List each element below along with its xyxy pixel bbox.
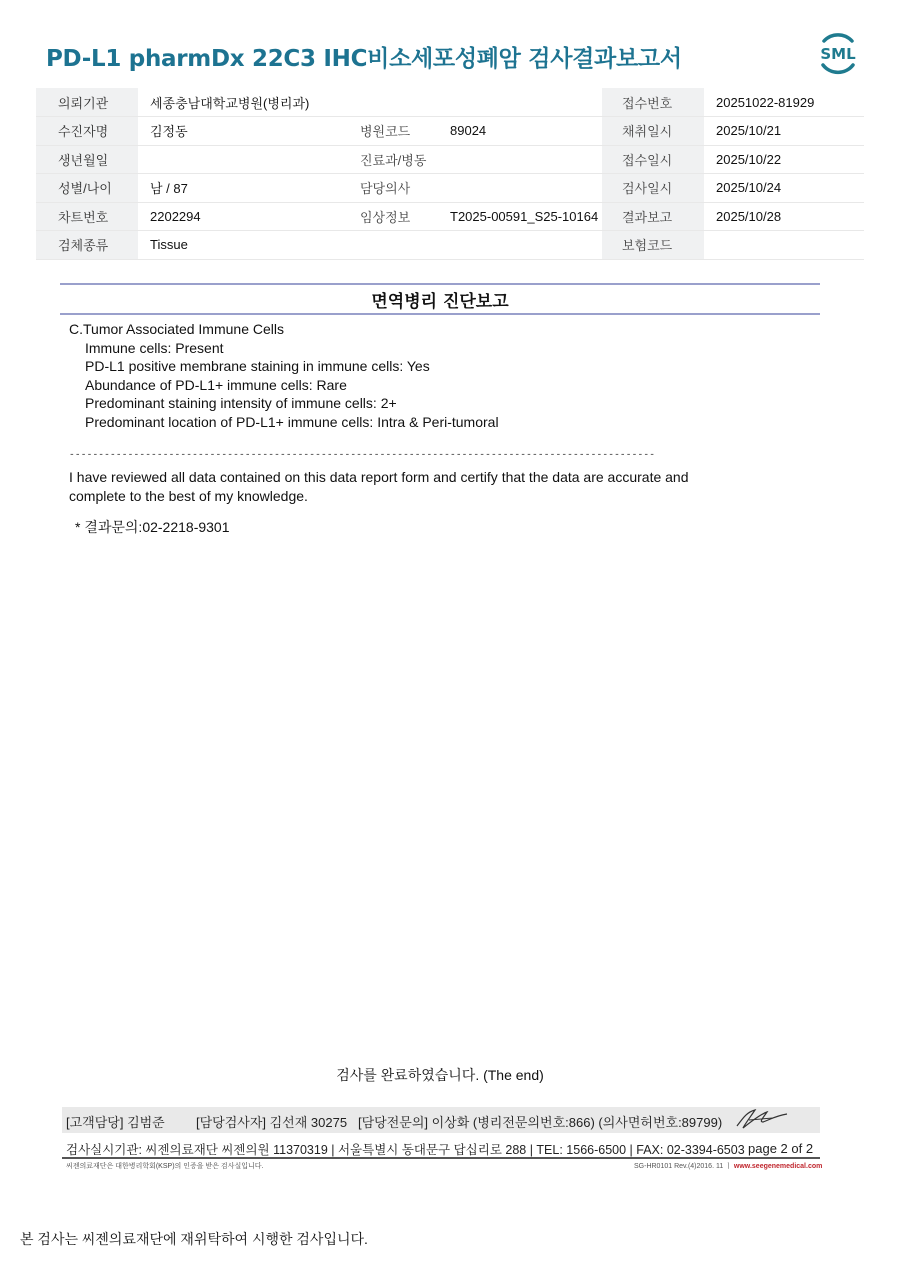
field-label: 검사일시 <box>602 174 704 203</box>
field-value: 2025/10/22 <box>704 145 864 174</box>
field-label: 채취일시 <box>602 117 704 146</box>
field-label: 의뢰기관 <box>36 88 138 117</box>
field-label: 접수번호 <box>602 88 704 117</box>
field-value <box>438 145 602 174</box>
examiner: [담당검사자] 김선재 30275 <box>196 1115 348 1130</box>
info-row <box>36 117 864 146</box>
field-label: 검체종류 <box>36 231 138 260</box>
info-row <box>36 231 864 260</box>
section-top-rule <box>60 283 820 285</box>
field-label: 수진자명 <box>36 117 138 146</box>
field-label: 차트번호 <box>36 202 138 231</box>
field-label <box>338 88 438 117</box>
the-end-note: 검사를 완료하였습니다. (The end) <box>336 1067 544 1083</box>
field-label: 병원코드 <box>338 117 438 146</box>
field-value: 2025/10/21 <box>704 117 864 146</box>
field-value: 2025/10/28 <box>704 202 864 231</box>
sml-logo-icon <box>815 30 861 76</box>
field-value: 세종충남대학교병원(병리과) <box>138 88 338 117</box>
section-bottom-rule <box>60 313 820 315</box>
report-heading: C.Tumor Associated Immune Cells <box>69 321 284 337</box>
certification-statement: I have reviewed all data contained on this data report form and certify that the data are accurate and complete to the best of my knowledge. <box>69 469 689 504</box>
field-value: 89024 <box>438 117 602 146</box>
field-value <box>438 174 602 203</box>
report-line: Immune cells: Present <box>85 339 224 356</box>
field-value: Tissue <box>138 231 338 260</box>
field-value <box>138 145 338 174</box>
field-value <box>438 231 602 260</box>
field-value: 남 / 87 <box>138 174 338 203</box>
info-row <box>36 202 864 231</box>
footer-rule <box>62 1157 820 1159</box>
field-value: T2025-00591_S25-10164 <box>438 202 602 231</box>
section-title: 면역병리 진단보고 <box>371 292 509 312</box>
field-label: 성별/나이 <box>36 174 138 203</box>
outsourcing-note: 본 검사는 씨젠의료재단에 재위탁하여 시행한 검사입니다. <box>20 1231 368 1247</box>
website-link[interactable]: www.seegenemedical.com <box>733 1163 823 1170</box>
specialist: [담당전문의] 이상화 (병리전문의번호:866) (의사면허번호:89799) <box>358 1115 723 1130</box>
report-title: PD-L1 pharmDx 22C3 IHC비소세포성폐암 검사결과보고서 <box>46 46 682 72</box>
field-value: 2202294 <box>138 202 338 231</box>
field-label: 결과보고 <box>602 202 704 231</box>
report-line: Predominant staining intensity of immune cells: 2+ <box>85 395 397 411</box>
signature-icon <box>733 1104 789 1132</box>
field-value <box>704 231 864 260</box>
field-value <box>438 88 602 117</box>
report-body <box>69 320 499 431</box>
info-row <box>36 174 864 203</box>
logo-text: SML <box>820 45 856 63</box>
result-inquiry: * 결과문의:02-2218-9301 <box>75 519 230 535</box>
report-line: PD-L1 positive membrane staining in immune cells: Yes <box>85 358 430 374</box>
info-row <box>36 145 864 174</box>
patient-info-table <box>36 88 864 260</box>
report-line: Abundance of PD-L1+ immune cells: Rare <box>85 376 347 393</box>
testing-institution: 검사실시기관: 씨젠의료재단 씨젠의원 11370319 | 서울특별시 동대문구 답십리로 288 | TEL: 1566-6500 | FAX: 02-3394-6503 <box>66 1143 745 1157</box>
field-label: 임상정보 <box>338 202 438 231</box>
accreditation-note: 씨젠의료재단은 대한병리학회(KSP)의 인증을 받은 검사실입니다. <box>66 1163 264 1170</box>
field-label: 접수일시 <box>602 145 704 174</box>
field-value: 2025/10/24 <box>704 174 864 203</box>
field-label: 보험코드 <box>602 231 704 260</box>
customer-manager: [고객담당] 김범준 <box>66 1115 165 1130</box>
dashed-separator: ---------------------------------------------------------------------------------------------------- <box>69 449 656 460</box>
page-number: page 2 of 2 <box>748 1141 814 1156</box>
field-label: 담당의사 <box>338 174 438 203</box>
report-line: Predominant location of PD-L1+ immune cells: Intra & Peri-tumoral <box>85 413 499 430</box>
field-value: 20251022-81929 <box>704 88 864 117</box>
info-row <box>36 88 864 117</box>
staff-bar <box>62 1107 820 1133</box>
field-label: 진료과/병동 <box>338 145 438 174</box>
form-code <box>634 1161 822 1171</box>
field-label <box>338 231 438 260</box>
field-label: 생년월일 <box>36 145 138 174</box>
field-value: 김정동 <box>138 117 338 146</box>
form-code-text: SG-HR0101 Rev.(4)2016. 11 ㅣ <box>634 1163 732 1170</box>
